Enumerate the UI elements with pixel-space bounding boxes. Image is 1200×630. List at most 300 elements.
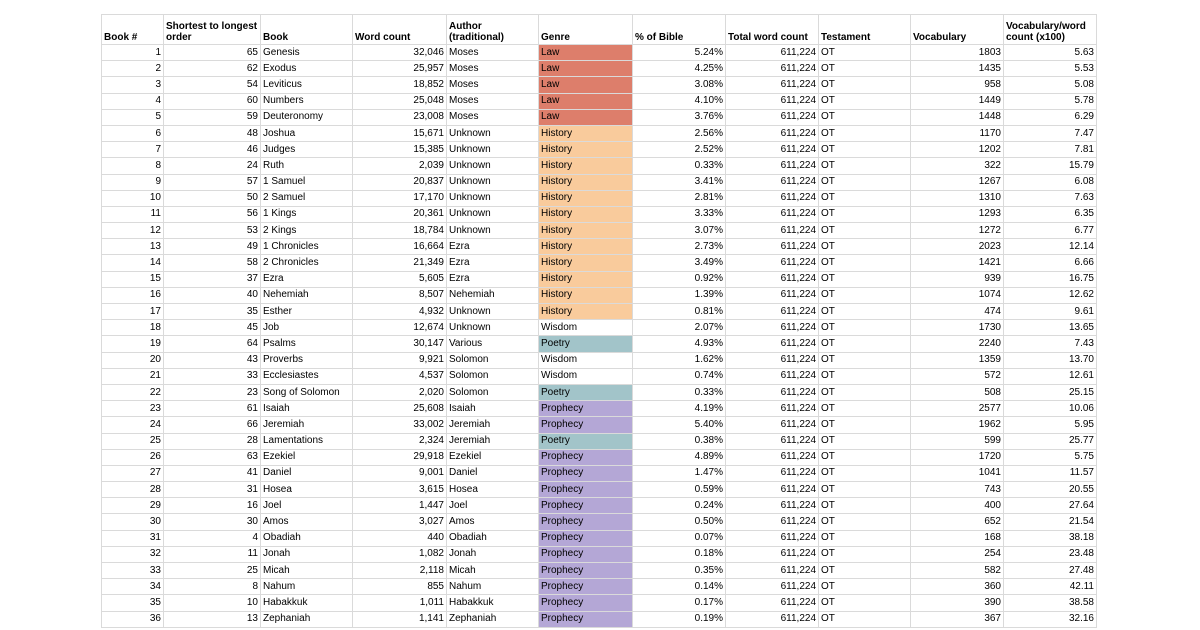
cell-vocab-ratio[interactable]: 12.62 [1004,287,1097,303]
cell-testament[interactable]: OT [819,530,911,546]
cell-vocab-ratio[interactable]: 9.61 [1004,304,1097,320]
cell-order[interactable]: 35 [164,304,261,320]
cell-vocabulary[interactable]: 599 [911,433,1004,449]
cell-testament[interactable]: OT [819,223,911,239]
cell-genre[interactable]: History [539,304,633,320]
cell-total-word-count[interactable]: 611,224 [726,530,819,546]
cell-testament[interactable]: OT [819,142,911,158]
cell-author[interactable]: Unknown [447,190,539,206]
cell-genre[interactable]: Law [539,45,633,61]
cell-book-num[interactable]: 22 [102,384,164,400]
cell-vocab-ratio[interactable]: 25.15 [1004,384,1097,400]
cell-word-count[interactable]: 3,615 [353,482,447,498]
cell-vocabulary[interactable]: 1170 [911,125,1004,141]
cell-order[interactable]: 57 [164,174,261,190]
cell-vocabulary[interactable]: 1449 [911,93,1004,109]
cell-genre[interactable]: Law [539,77,633,93]
cell-vocabulary[interactable]: 572 [911,368,1004,384]
cell-order[interactable]: 30 [164,514,261,530]
cell-vocabulary[interactable]: 1202 [911,142,1004,158]
header-order[interactable]: Shortest to longest order [164,15,261,45]
cell-author[interactable]: Moses [447,109,539,125]
cell-order[interactable]: 28 [164,433,261,449]
cell-testament[interactable]: OT [819,125,911,141]
cell-testament[interactable]: OT [819,595,911,611]
cell-pct-bible[interactable]: 0.33% [633,384,726,400]
cell-pct-bible[interactable]: 0.92% [633,271,726,287]
cell-order[interactable]: 60 [164,93,261,109]
cell-book[interactable]: Song of Solomon [261,384,353,400]
cell-word-count[interactable]: 15,385 [353,142,447,158]
cell-total-word-count[interactable]: 611,224 [726,77,819,93]
cell-book-num[interactable]: 35 [102,595,164,611]
cell-genre[interactable]: History [539,287,633,303]
cell-vocab-ratio[interactable]: 21.54 [1004,514,1097,530]
cell-order[interactable]: 63 [164,449,261,465]
cell-book-num[interactable]: 5 [102,109,164,125]
cell-word-count[interactable]: 5,605 [353,271,447,287]
cell-order[interactable]: 31 [164,482,261,498]
cell-total-word-count[interactable]: 611,224 [726,109,819,125]
cell-vocab-ratio[interactable]: 7.47 [1004,125,1097,141]
cell-book[interactable]: 2 Chronicles [261,255,353,271]
cell-book[interactable]: Exodus [261,61,353,77]
cell-genre[interactable]: Prophecy [539,579,633,595]
cell-genre[interactable]: Prophecy [539,498,633,514]
cell-book-num[interactable]: 29 [102,498,164,514]
cell-pct-bible[interactable]: 3.08% [633,77,726,93]
cell-order[interactable]: 11 [164,546,261,562]
cell-vocabulary[interactable]: 1293 [911,206,1004,222]
cell-total-word-count[interactable]: 611,224 [726,45,819,61]
cell-order[interactable]: 37 [164,271,261,287]
cell-testament[interactable]: OT [819,417,911,433]
cell-total-word-count[interactable]: 611,224 [726,401,819,417]
cell-order[interactable]: 50 [164,190,261,206]
cell-pct-bible[interactable]: 0.59% [633,482,726,498]
cell-genre[interactable]: Prophecy [539,530,633,546]
cell-author[interactable]: Joel [447,498,539,514]
cell-vocabulary[interactable]: 254 [911,546,1004,562]
cell-order[interactable]: 40 [164,287,261,303]
cell-order[interactable]: 16 [164,498,261,514]
cell-vocabulary[interactable]: 1272 [911,223,1004,239]
cell-genre[interactable]: Prophecy [539,449,633,465]
cell-testament[interactable]: OT [819,320,911,336]
cell-genre[interactable]: Prophecy [539,546,633,562]
cell-total-word-count[interactable]: 611,224 [726,304,819,320]
cell-genre[interactable]: Prophecy [539,482,633,498]
cell-vocabulary[interactable]: 652 [911,514,1004,530]
cell-book[interactable]: Obadiah [261,530,353,546]
cell-vocab-ratio[interactable]: 5.53 [1004,61,1097,77]
cell-pct-bible[interactable]: 5.40% [633,417,726,433]
cell-author[interactable]: Unknown [447,174,539,190]
cell-book[interactable]: 1 Chronicles [261,239,353,255]
cell-vocabulary[interactable]: 1730 [911,320,1004,336]
cell-book-num[interactable]: 28 [102,482,164,498]
cell-total-word-count[interactable]: 611,224 [726,368,819,384]
cell-book-num[interactable]: 13 [102,239,164,255]
cell-pct-bible[interactable]: 0.14% [633,579,726,595]
header-author[interactable]: Author (traditional) [447,15,539,45]
cell-genre[interactable]: History [539,158,633,174]
cell-vocab-ratio[interactable]: 13.70 [1004,352,1097,368]
cell-testament[interactable]: OT [819,287,911,303]
cell-order[interactable]: 33 [164,368,261,384]
cell-vocabulary[interactable]: 360 [911,579,1004,595]
cell-pct-bible[interactable]: 0.18% [633,546,726,562]
cell-vocab-ratio[interactable]: 25.77 [1004,433,1097,449]
cell-order[interactable]: 62 [164,61,261,77]
cell-pct-bible[interactable]: 3.07% [633,223,726,239]
cell-book[interactable]: Ezra [261,271,353,287]
cell-book[interactable]: Job [261,320,353,336]
cell-author[interactable]: Solomon [447,352,539,368]
cell-total-word-count[interactable]: 611,224 [726,417,819,433]
cell-genre[interactable]: Law [539,61,633,77]
cell-testament[interactable]: OT [819,77,911,93]
cell-total-word-count[interactable]: 611,224 [726,174,819,190]
cell-vocab-ratio[interactable]: 16.75 [1004,271,1097,287]
cell-total-word-count[interactable]: 611,224 [726,611,819,627]
cell-order[interactable]: 64 [164,336,261,352]
cell-vocabulary[interactable]: 1435 [911,61,1004,77]
cell-book[interactable]: Ezekiel [261,449,353,465]
cell-total-word-count[interactable]: 611,224 [726,563,819,579]
cell-order[interactable]: 43 [164,352,261,368]
cell-testament[interactable]: OT [819,546,911,562]
cell-author[interactable]: Unknown [447,206,539,222]
cell-order[interactable]: 23 [164,384,261,400]
cell-genre[interactable]: History [539,239,633,255]
cell-word-count[interactable]: 2,039 [353,158,447,174]
cell-genre[interactable]: Prophecy [539,563,633,579]
cell-testament[interactable]: OT [819,368,911,384]
cell-vocabulary[interactable]: 1267 [911,174,1004,190]
cell-book-num[interactable]: 33 [102,563,164,579]
cell-pct-bible[interactable]: 1.62% [633,352,726,368]
cell-pct-bible[interactable]: 0.50% [633,514,726,530]
cell-author[interactable]: Ezra [447,255,539,271]
cell-testament[interactable]: OT [819,563,911,579]
cell-pct-bible[interactable]: 0.19% [633,611,726,627]
cell-order[interactable]: 8 [164,579,261,595]
cell-book-num[interactable]: 32 [102,546,164,562]
cell-author[interactable]: Ezekiel [447,449,539,465]
cell-word-count[interactable]: 30,147 [353,336,447,352]
cell-author[interactable]: Moses [447,77,539,93]
cell-book[interactable]: Numbers [261,93,353,109]
cell-genre[interactable]: Prophecy [539,417,633,433]
cell-order[interactable]: 61 [164,401,261,417]
cell-testament[interactable]: OT [819,158,911,174]
cell-total-word-count[interactable]: 611,224 [726,190,819,206]
cell-pct-bible[interactable]: 4.25% [633,61,726,77]
cell-testament[interactable]: OT [819,109,911,125]
cell-book[interactable]: Jeremiah [261,417,353,433]
cell-book[interactable]: Lamentations [261,433,353,449]
cell-order[interactable]: 13 [164,611,261,627]
cell-book[interactable]: Habakkuk [261,595,353,611]
cell-book-num[interactable]: 2 [102,61,164,77]
cell-testament[interactable]: OT [819,611,911,627]
cell-book[interactable]: Esther [261,304,353,320]
cell-pct-bible[interactable]: 1.47% [633,465,726,481]
cell-vocab-ratio[interactable]: 5.75 [1004,449,1097,465]
cell-testament[interactable]: OT [819,336,911,352]
cell-word-count[interactable]: 20,837 [353,174,447,190]
cell-pct-bible[interactable]: 0.17% [633,595,726,611]
cell-testament[interactable]: OT [819,61,911,77]
cell-vocab-ratio[interactable]: 6.29 [1004,109,1097,125]
cell-testament[interactable]: OT [819,465,911,481]
cell-vocab-ratio[interactable]: 7.63 [1004,190,1097,206]
cell-book[interactable]: 2 Kings [261,223,353,239]
cell-book-num[interactable]: 7 [102,142,164,158]
cell-vocab-ratio[interactable]: 20.55 [1004,482,1097,498]
cell-order[interactable]: 56 [164,206,261,222]
cell-vocab-ratio[interactable]: 5.95 [1004,417,1097,433]
cell-testament[interactable]: OT [819,45,911,61]
cell-order[interactable]: 45 [164,320,261,336]
cell-book[interactable]: Judges [261,142,353,158]
cell-total-word-count[interactable]: 611,224 [726,482,819,498]
cell-book[interactable]: Zephaniah [261,611,353,627]
cell-book-num[interactable]: 14 [102,255,164,271]
cell-word-count[interactable]: 440 [353,530,447,546]
cell-vocab-ratio[interactable]: 6.66 [1004,255,1097,271]
cell-book[interactable]: Amos [261,514,353,530]
cell-book-num[interactable]: 6 [102,125,164,141]
cell-vocab-ratio[interactable]: 15.79 [1004,158,1097,174]
cell-vocabulary[interactable]: 1448 [911,109,1004,125]
cell-book-num[interactable]: 21 [102,368,164,384]
header-total-word-count[interactable]: Total word count [726,15,819,45]
cell-vocab-ratio[interactable]: 6.08 [1004,174,1097,190]
cell-order[interactable]: 24 [164,158,261,174]
cell-author[interactable]: Solomon [447,384,539,400]
cell-testament[interactable]: OT [819,433,911,449]
cell-book-num[interactable]: 10 [102,190,164,206]
cell-vocabulary[interactable]: 2240 [911,336,1004,352]
header-vocab-ratio[interactable]: Vocabulary/word count (x100) [1004,15,1097,45]
cell-book[interactable]: Ruth [261,158,353,174]
cell-pct-bible[interactable]: 4.10% [633,93,726,109]
cell-total-word-count[interactable]: 611,224 [726,158,819,174]
cell-author[interactable]: Ezra [447,239,539,255]
cell-total-word-count[interactable]: 611,224 [726,514,819,530]
cell-total-word-count[interactable]: 611,224 [726,125,819,141]
cell-pct-bible[interactable]: 0.07% [633,530,726,546]
cell-word-count[interactable]: 25,957 [353,61,447,77]
cell-genre[interactable]: Poetry [539,384,633,400]
cell-pct-bible[interactable]: 3.41% [633,174,726,190]
cell-book[interactable]: Psalms [261,336,353,352]
cell-vocab-ratio[interactable]: 12.14 [1004,239,1097,255]
cell-testament[interactable]: OT [819,579,911,595]
cell-book-num[interactable]: 12 [102,223,164,239]
cell-vocab-ratio[interactable]: 38.18 [1004,530,1097,546]
cell-book-num[interactable]: 23 [102,401,164,417]
cell-author[interactable]: Unknown [447,142,539,158]
cell-word-count[interactable]: 25,048 [353,93,447,109]
header-word-count[interactable]: Word count [353,15,447,45]
cell-author[interactable]: Jeremiah [447,433,539,449]
cell-author[interactable]: Nahum [447,579,539,595]
cell-book[interactable]: Joel [261,498,353,514]
header-book-num[interactable]: Book # [102,15,164,45]
cell-book-num[interactable]: 1 [102,45,164,61]
cell-genre[interactable]: History [539,125,633,141]
cell-book-num[interactable]: 25 [102,433,164,449]
cell-vocabulary[interactable]: 1310 [911,190,1004,206]
cell-book-num[interactable]: 31 [102,530,164,546]
cell-testament[interactable]: OT [819,93,911,109]
cell-vocab-ratio[interactable]: 23.48 [1004,546,1097,562]
cell-genre[interactable]: Wisdom [539,368,633,384]
cell-book[interactable]: Isaiah [261,401,353,417]
cell-book[interactable]: 2 Samuel [261,190,353,206]
cell-genre[interactable]: History [539,271,633,287]
cell-word-count[interactable]: 20,361 [353,206,447,222]
cell-vocab-ratio[interactable]: 7.81 [1004,142,1097,158]
cell-vocabulary[interactable]: 508 [911,384,1004,400]
cell-order[interactable]: 41 [164,465,261,481]
cell-word-count[interactable]: 2,118 [353,563,447,579]
cell-book-num[interactable]: 18 [102,320,164,336]
cell-genre[interactable]: Poetry [539,336,633,352]
cell-testament[interactable]: OT [819,482,911,498]
cell-pct-bible[interactable]: 2.73% [633,239,726,255]
header-book[interactable]: Book [261,15,353,45]
cell-testament[interactable]: OT [819,304,911,320]
cell-pct-bible[interactable]: 5.24% [633,45,726,61]
cell-author[interactable]: Daniel [447,465,539,481]
cell-pct-bible[interactable]: 3.33% [633,206,726,222]
cell-author[interactable]: Moses [447,45,539,61]
cell-vocabulary[interactable]: 168 [911,530,1004,546]
cell-testament[interactable]: OT [819,514,911,530]
cell-book[interactable]: Deuteronomy [261,109,353,125]
cell-vocab-ratio[interactable]: 42.11 [1004,579,1097,595]
cell-book-num[interactable]: 16 [102,287,164,303]
cell-vocab-ratio[interactable]: 32.16 [1004,611,1097,627]
cell-pct-bible[interactable]: 3.76% [633,109,726,125]
cell-total-word-count[interactable]: 611,224 [726,449,819,465]
cell-book-num[interactable]: 19 [102,336,164,352]
cell-book[interactable]: Nahum [261,579,353,595]
cell-word-count[interactable]: 29,918 [353,449,447,465]
cell-word-count[interactable]: 1,082 [353,546,447,562]
cell-book[interactable]: Hosea [261,482,353,498]
cell-order[interactable]: 46 [164,142,261,158]
cell-vocabulary[interactable]: 1074 [911,287,1004,303]
header-genre[interactable]: Genre [539,15,633,45]
cell-vocabulary[interactable]: 1803 [911,45,1004,61]
cell-vocab-ratio[interactable]: 7.43 [1004,336,1097,352]
cell-genre[interactable]: History [539,190,633,206]
cell-total-word-count[interactable]: 611,224 [726,239,819,255]
cell-book[interactable]: 1 Samuel [261,174,353,190]
cell-word-count[interactable]: 17,170 [353,190,447,206]
cell-genre[interactable]: History [539,174,633,190]
cell-vocabulary[interactable]: 743 [911,482,1004,498]
cell-book[interactable]: 1 Kings [261,206,353,222]
cell-word-count[interactable]: 18,784 [353,223,447,239]
cell-genre[interactable]: Prophecy [539,465,633,481]
cell-author[interactable]: Unknown [447,320,539,336]
cell-vocab-ratio[interactable]: 5.63 [1004,45,1097,61]
cell-book-num[interactable]: 30 [102,514,164,530]
cell-book-num[interactable]: 27 [102,465,164,481]
cell-genre[interactable]: Law [539,93,633,109]
cell-pct-bible[interactable]: 0.81% [633,304,726,320]
cell-author[interactable]: Nehemiah [447,287,539,303]
cell-word-count[interactable]: 1,447 [353,498,447,514]
cell-book-num[interactable]: 4 [102,93,164,109]
cell-testament[interactable]: OT [819,498,911,514]
cell-vocab-ratio[interactable]: 6.77 [1004,223,1097,239]
cell-author[interactable]: Moses [447,61,539,77]
cell-testament[interactable]: OT [819,206,911,222]
cell-vocabulary[interactable]: 582 [911,563,1004,579]
cell-genre[interactable]: Wisdom [539,320,633,336]
cell-book-num[interactable]: 15 [102,271,164,287]
cell-pct-bible[interactable]: 4.89% [633,449,726,465]
cell-vocabulary[interactable]: 390 [911,595,1004,611]
cell-genre[interactable]: Prophecy [539,514,633,530]
cell-author[interactable]: Various [447,336,539,352]
cell-vocabulary[interactable]: 1041 [911,465,1004,481]
cell-pct-bible[interactable]: 2.56% [633,125,726,141]
cell-word-count[interactable]: 32,046 [353,45,447,61]
cell-word-count[interactable]: 1,141 [353,611,447,627]
cell-book[interactable]: Joshua [261,125,353,141]
cell-vocabulary[interactable]: 1421 [911,255,1004,271]
cell-author[interactable]: Amos [447,514,539,530]
cell-author[interactable]: Unknown [447,125,539,141]
cell-total-word-count[interactable]: 611,224 [726,61,819,77]
header-pct-bible[interactable]: % of Bible [633,15,726,45]
cell-testament[interactable]: OT [819,255,911,271]
cell-word-count[interactable]: 3,027 [353,514,447,530]
cell-book[interactable]: Ecclesiastes [261,368,353,384]
cell-vocab-ratio[interactable]: 10.06 [1004,401,1097,417]
cell-order[interactable]: 10 [164,595,261,611]
cell-total-word-count[interactable]: 611,224 [726,271,819,287]
cell-word-count[interactable]: 4,537 [353,368,447,384]
cell-order[interactable]: 59 [164,109,261,125]
cell-total-word-count[interactable]: 611,224 [726,320,819,336]
cell-genre[interactable]: Wisdom [539,352,633,368]
cell-total-word-count[interactable]: 611,224 [726,546,819,562]
cell-author[interactable]: Jeremiah [447,417,539,433]
cell-word-count[interactable]: 2,020 [353,384,447,400]
cell-book[interactable]: Proverbs [261,352,353,368]
cell-word-count[interactable]: 33,002 [353,417,447,433]
cell-pct-bible[interactable]: 2.52% [633,142,726,158]
cell-book-num[interactable]: 26 [102,449,164,465]
cell-book-num[interactable]: 20 [102,352,164,368]
cell-author[interactable]: Isaiah [447,401,539,417]
cell-order[interactable]: 4 [164,530,261,546]
cell-genre[interactable]: History [539,255,633,271]
cell-word-count[interactable]: 9,921 [353,352,447,368]
cell-author[interactable]: Unknown [447,223,539,239]
cell-book[interactable]: Nehemiah [261,287,353,303]
cell-order[interactable]: 54 [164,77,261,93]
